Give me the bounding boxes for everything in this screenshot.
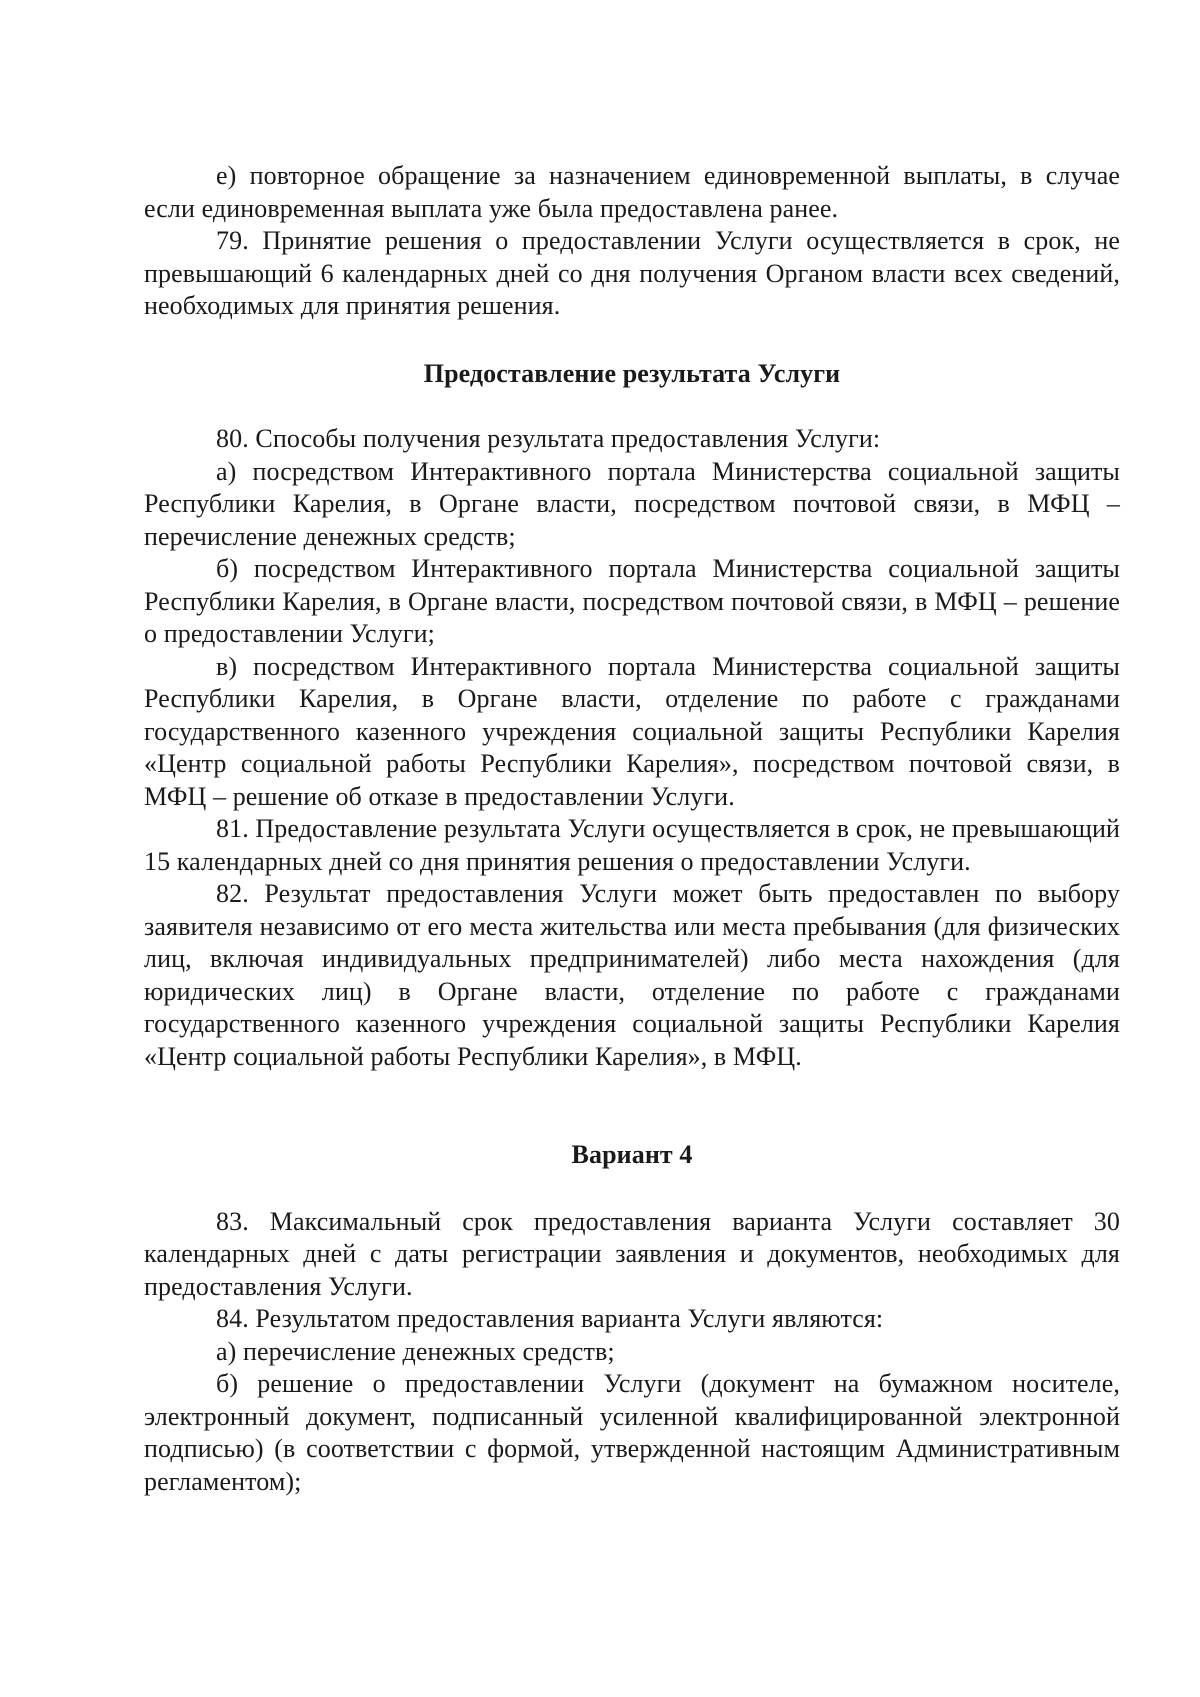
paragraph-84b: б) решение о предоставлении Услуги (документ на бумажном носителе, электронный документ, подписанный усиленной квалифицированной электронной подписью) (в соответствии с формой, утвержденной настоящим Административным регламентом); bbox=[144, 1369, 1120, 1496]
spacer bbox=[144, 390, 1120, 423]
section-heading-variant: Вариант 4 bbox=[571, 1140, 693, 1169]
paragraph-83: 83. Максимальный срок предоставления варианта Услуги составляет 30 календарных дней с даты регистрации заявления и документов, необходимых для предоставления Услуги. bbox=[144, 1206, 1120, 1301]
spacer bbox=[144, 323, 1120, 358]
paragraph-e: е) повторное обращение за назначением единовременной выплаты, в случае если единовременная выплата уже была предоставлена ранее. bbox=[144, 161, 1120, 223]
spacer bbox=[144, 1172, 1120, 1206]
section-heading-result: Предоставление результата Услуги bbox=[423, 358, 841, 388]
paragraph-80b: б) посредством Интерактивного портала Министерства социальной защиты Республики Карелия, в Органе власти, посредством почтовой связи, в МФЦ – решение о предоставлении Услуги; bbox=[144, 554, 1120, 648]
paragraph-80v: в) посредством Интерактивного портала Министерства социальной защиты Республики Карелия, в Органе власти, отделение по работе с гражданами государственного казенного учреждения социальной защиты Республики Карелия «Центр социальной работы Республики Карелия», посредством почтовой связи, в МФЦ – решение об отказе в предоставлении Услуги. bbox=[144, 651, 1120, 811]
paragraph-81: 81. Предоставление результата Услуги осуществляется в срок, не превышающий 15 календарных дней со дня принятия решения о предоставлении Услуги. bbox=[144, 814, 1120, 876]
paragraph-82: 82. Результат предоставления Услуги может быть предоставлен по выбору заявителя независимо от его места жительства или места пребывания (для физических лиц, включая индивидуальных предпринимателей) либо места нахождения (для юридических лиц) в Органе власти, отделение по работе с гражданами государственного казенного учреждения социальной защиты Республики Карелия «Центр социальной работы Республики Карелия», в МФЦ. bbox=[144, 879, 1120, 1071]
document-page bbox=[144, 160, 1120, 1498]
paragraph-84a: а) перечисление денежных средств; bbox=[216, 1336, 615, 1366]
spacer bbox=[144, 1073, 1120, 1139]
paragraph-80: 80. Способы получения результата предоставления Услуги: bbox=[216, 424, 881, 453]
paragraph-84: 84. Результатом предоставления варианта Услуги являются: bbox=[216, 1304, 884, 1333]
paragraph-79: 79. Принятие решения о предоставлении Услуги осуществляется в срок, не превышающий 6 календарных дней со дня получения Органом власти всех сведений, необходимых для принятия решения. bbox=[144, 226, 1120, 320]
paragraph-80a: а) посредством Интерактивного портала Министерства социальной защиты Республики Карелия, в Органе власти, посредством почтовой связи, в МФЦ – перечисление денежных средств; bbox=[144, 456, 1120, 551]
